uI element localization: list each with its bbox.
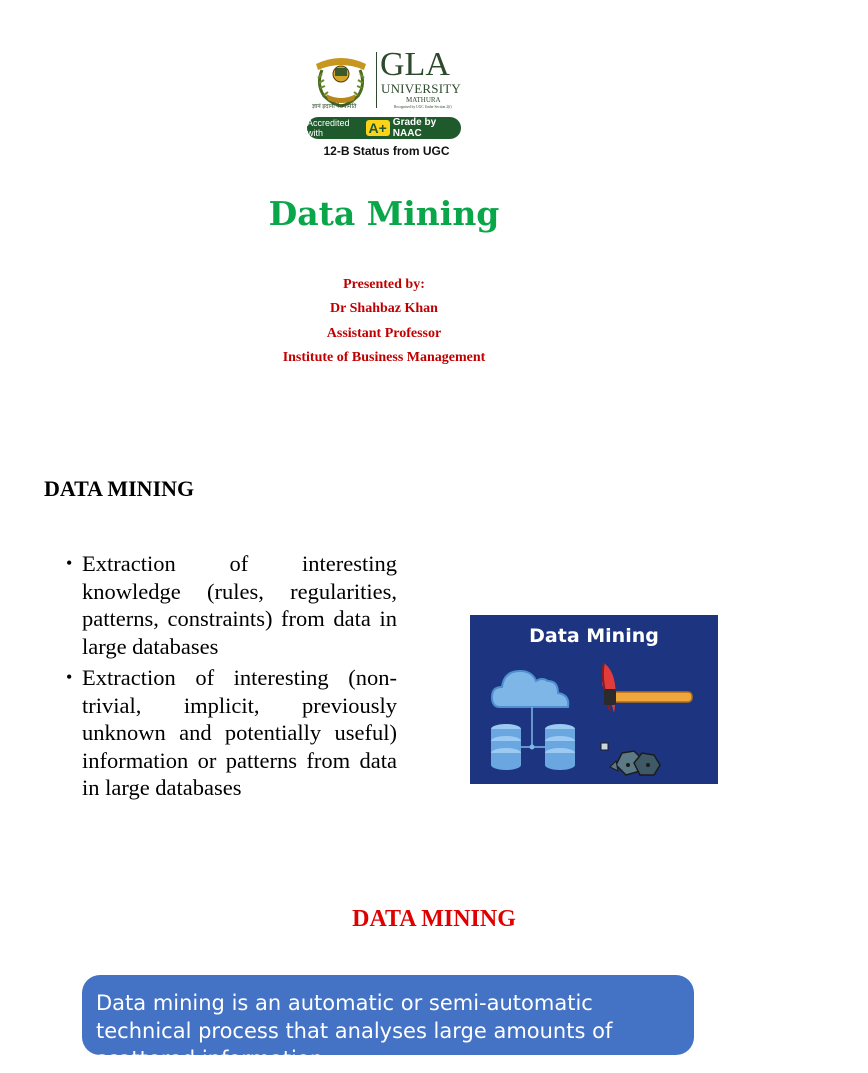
database-icon — [491, 724, 521, 770]
bullet-text: Extraction of interesting (non-trivial, implicit, previously unknown and potentially useful) information or patterns from data in large databases — [82, 665, 397, 800]
naac-suffix: Grade by NAAC — [392, 117, 437, 139]
presenter-name: Dr Shahbaz Khan — [330, 301, 438, 316]
illustration-title: Data Mining — [529, 625, 659, 647]
overview-slide — [0, 860, 768, 1071]
database-icon — [545, 724, 575, 770]
slide-heading: DATA MINING — [352, 906, 516, 932]
title-slide — [0, 0, 768, 440]
bullet-item — [66, 550, 397, 660]
presenter-institute: Institute of Business Management — [282, 350, 486, 365]
data-mining-illustration — [470, 615, 718, 784]
naac-prefix: Accredited with — [307, 118, 350, 138]
presenter-role: Assistant Professor — [326, 326, 442, 341]
bullet-text: Extraction of interesting knowledge (rules, regularities, patterns, constraints) from data in large databases — [82, 551, 397, 659]
logo-name: GLA — [380, 46, 450, 83]
pickaxe-icon — [602, 663, 692, 713]
presenter-line: Presented by: — [343, 277, 425, 292]
bullet-list — [66, 550, 397, 806]
bullet-icon: • — [66, 667, 73, 687]
ore-icon — [601, 743, 660, 775]
slide-heading: DATA MINING — [44, 476, 195, 501]
bullet-item — [66, 664, 397, 802]
logo-city: MATHURA — [406, 96, 441, 104]
ugc-status: 12-B Status from UGC — [323, 144, 450, 158]
cloud-icon — [492, 671, 568, 707]
naac-grade: A+ — [366, 120, 390, 136]
logo-divider — [376, 52, 377, 108]
definition-box: Data mining is an automatic or semi-automatic technical process that analyses large amounts of scattered information — [82, 975, 694, 1055]
slide-title: Data Mining — [268, 194, 500, 233]
definition-slide — [0, 440, 768, 860]
university-logo — [306, 48, 466, 163]
bullet-icon: • — [66, 553, 73, 573]
logo-recognition: Recognised by UGC Under Section 2(f) — [394, 105, 452, 109]
logo-motto: ज्ञानं इदानी नैक्यमिति — [312, 104, 357, 110]
naac-badge — [307, 117, 461, 139]
logo-subtitle: UNIVERSITY — [381, 81, 461, 96]
